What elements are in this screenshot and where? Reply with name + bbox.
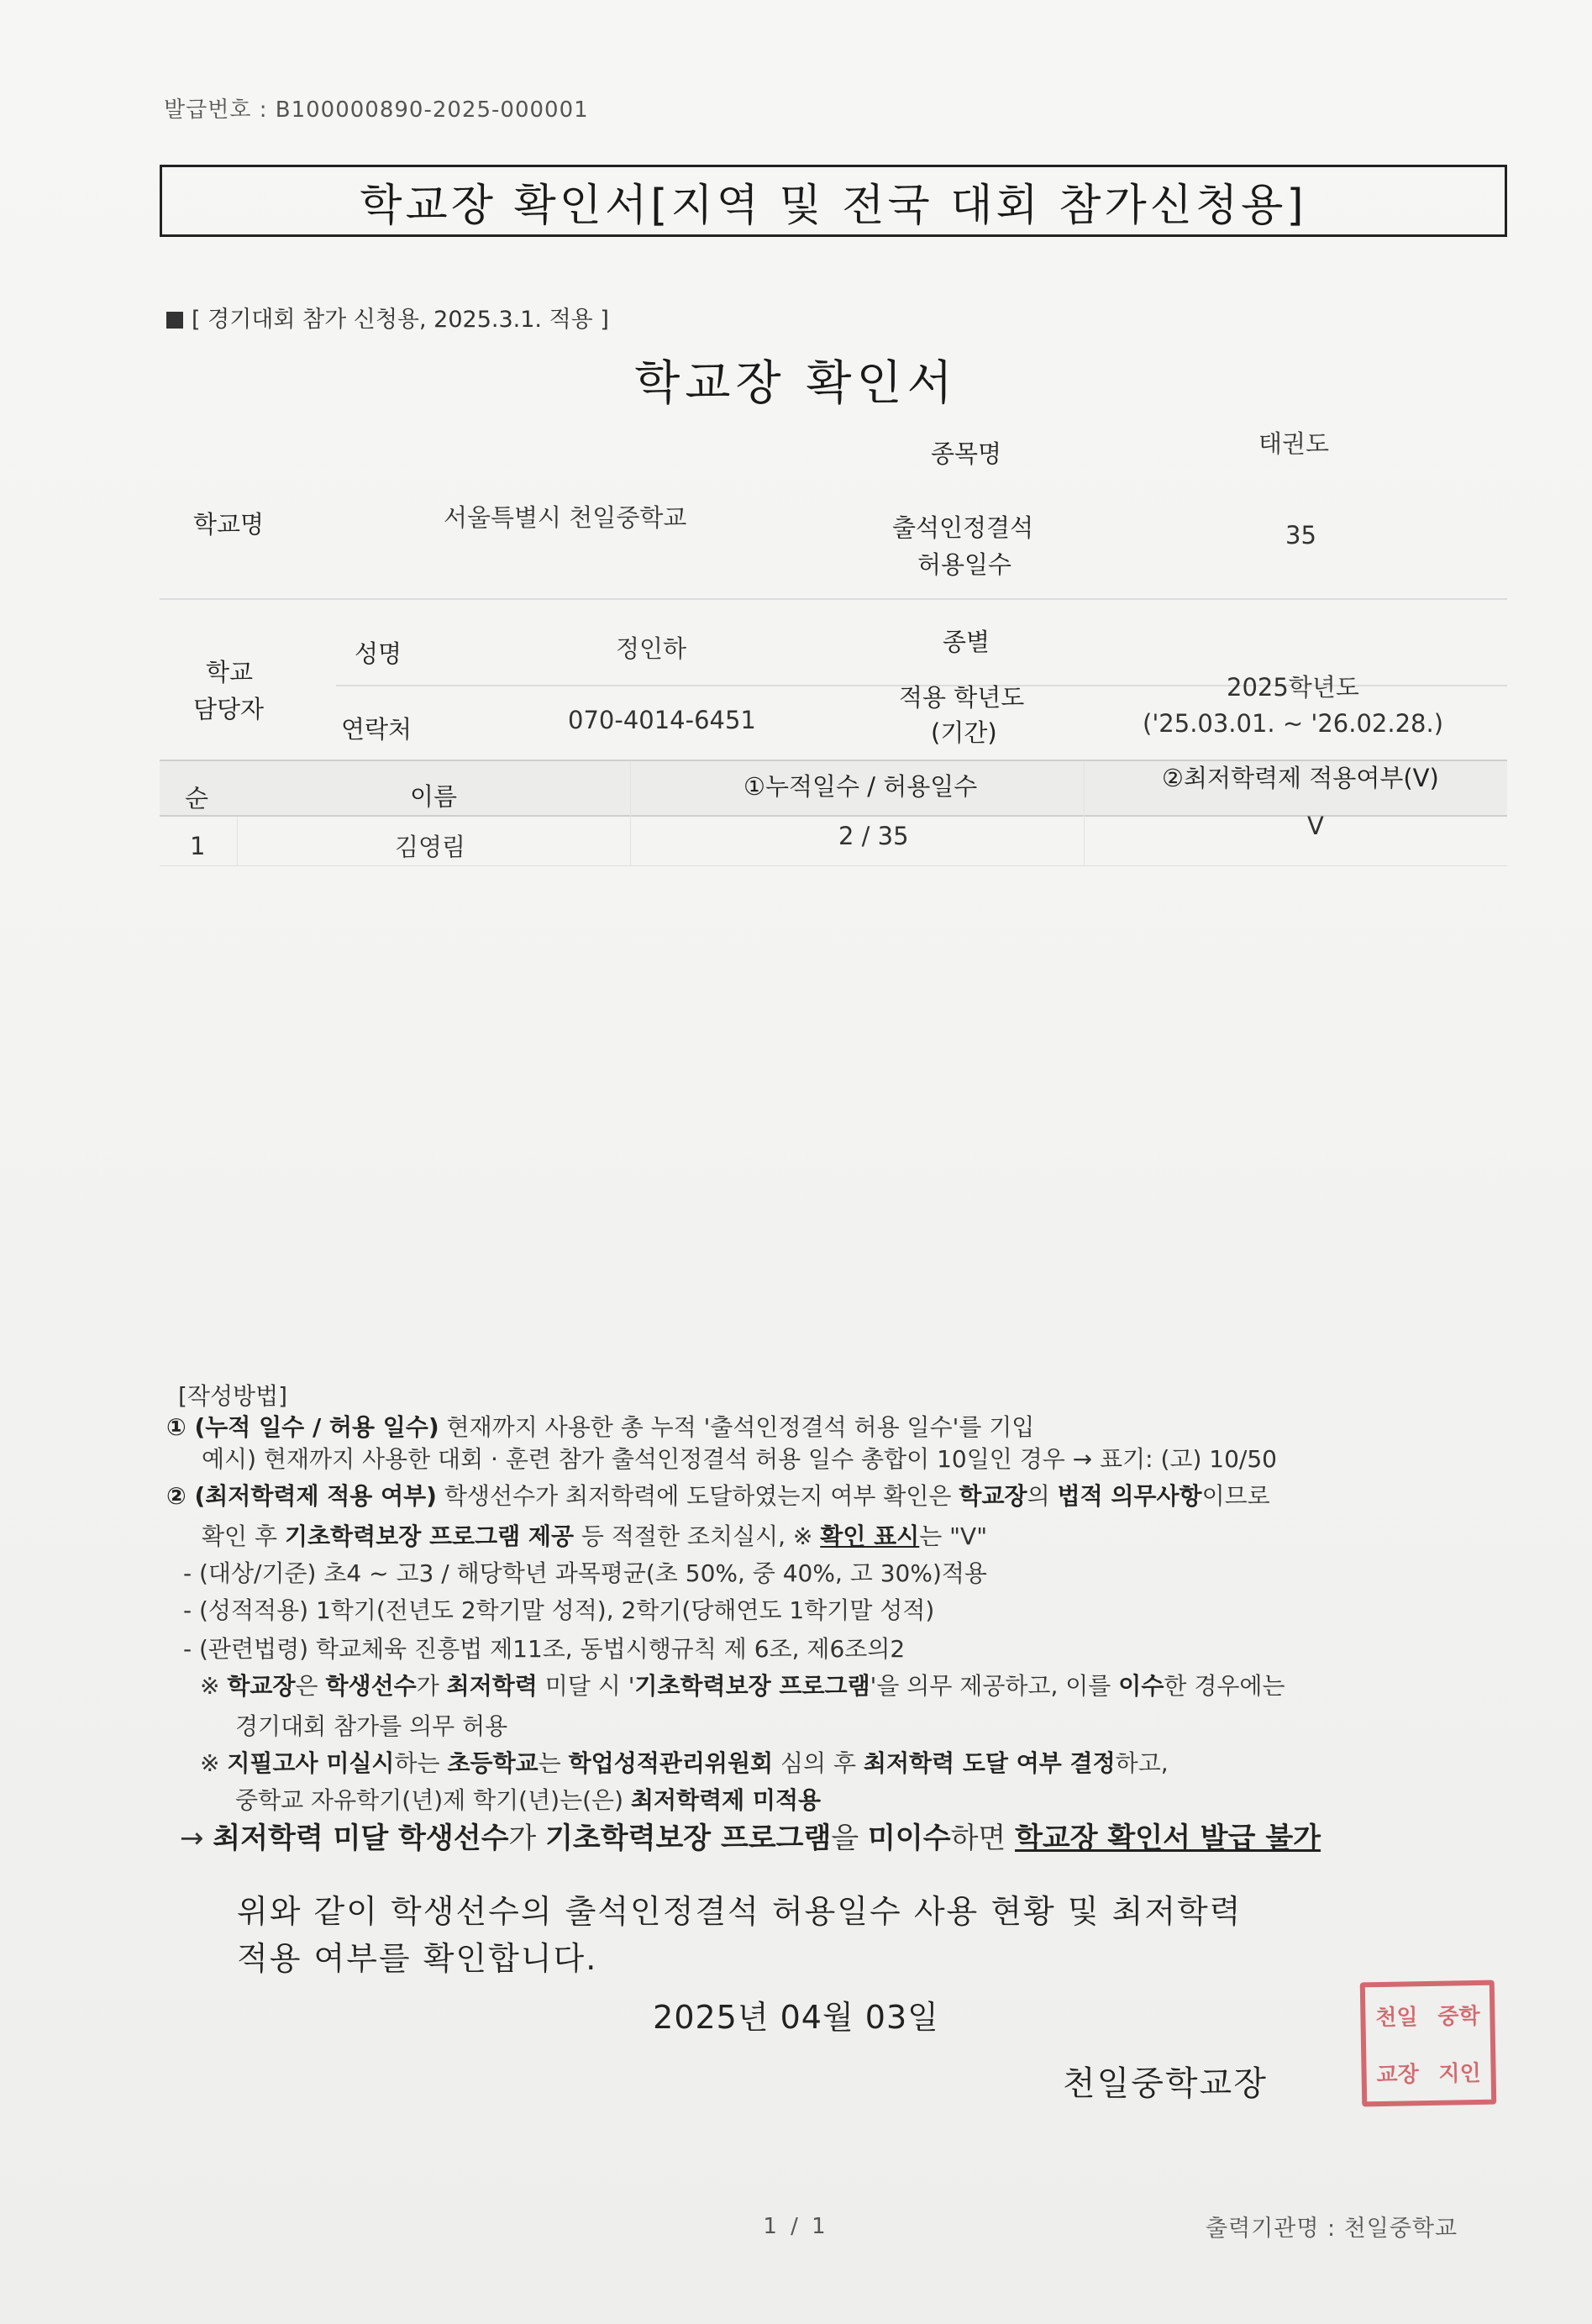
instruction-line: [166, 1482, 1270, 1511]
column-divider: [630, 761, 631, 865]
manager-label-1: 학교: [206, 658, 254, 686]
inst-text: 가: [508, 1822, 546, 1855]
inst-bold: 최저학력 미달 학생선수: [213, 1822, 509, 1855]
grade-label-1: 적용 학년도: [899, 683, 1025, 712]
inst-text: 미달 시 ': [537, 1672, 635, 1700]
official-seal-icon: [1360, 1980, 1497, 2107]
inst-text: 은: [295, 1672, 326, 1700]
inst-text: 이므로: [1201, 1482, 1270, 1510]
allowed-days-label-1: 출석인정결석: [892, 513, 1034, 542]
instruction-line: - (대상/기준) 초4 ~ 고3 / 해당학년 과목평균(초 50%, 중 40%, 고 30%)적용: [183, 1559, 987, 1587]
inst-text: 중학교 자유학기(년)제 학기(년)는(은): [235, 1786, 631, 1814]
inst-text: 하면: [950, 1822, 1016, 1855]
inst-bold: 미이수: [868, 1822, 951, 1855]
inst-bold: 학교장: [959, 1482, 1027, 1510]
inst-bold: 초등학교: [447, 1749, 539, 1777]
contact-value: 070-4014-6451: [568, 706, 756, 734]
inst-bold: 이수: [1118, 1672, 1164, 1700]
name-value: 정인하: [616, 634, 687, 663]
instruction-line: [200, 1749, 1169, 1778]
inst-bold: 학업성적관리위원회: [568, 1749, 774, 1777]
arrow-icon: →: [180, 1822, 213, 1855]
output-organization: 출력기관명 : 천일중학교: [1206, 2216, 1458, 2242]
inst-text: ※: [200, 1672, 228, 1700]
inst-bold: 법적 의무사항: [1057, 1482, 1202, 1510]
row-name: 김영림: [395, 833, 466, 861]
inst-text: 한 경우에는: [1164, 1672, 1285, 1700]
applied-note-text: [ 경기대회 참가 신청용, 2025.3.1. 적용 ]: [192, 307, 609, 333]
inst-bold: 학교장: [227, 1672, 296, 1700]
inst-text: '을 의무 제공하고, 이를: [870, 1672, 1119, 1700]
table-header-border: [160, 815, 1507, 817]
header-name: 이름: [410, 782, 458, 811]
instruction-line: 경기대회 참가를 의무 허용: [235, 1712, 508, 1740]
row-min-academic: V: [1307, 812, 1324, 840]
inst-bold: 최저학력: [446, 1672, 538, 1700]
allowed-days-value: 35: [1285, 521, 1316, 549]
inst-bold: 기초학력보장 프로그램: [634, 1672, 870, 1700]
seal-char: 교장: [1376, 2061, 1420, 2088]
row-days: 2 / 35: [838, 822, 909, 850]
inst-text: 학생선수가 최저학력에 도달하였는지 여부 확인은: [436, 1482, 959, 1510]
inst-bold: 학생선수: [325, 1672, 417, 1700]
document-title: 학교장 확인서[지역 및 전국 대회 참가신청용]: [360, 180, 1307, 231]
square-bullet-icon: [166, 312, 183, 329]
inst-text: 심의 후: [773, 1749, 864, 1777]
school-value: 서울특별시 천일중학교: [444, 503, 687, 532]
inst-bold: 기초학력보장 프로그램: [545, 1822, 832, 1855]
inst-underline: 학교장 확인서 발급 불가: [1015, 1822, 1321, 1855]
inst-text: 확인 후: [202, 1522, 285, 1550]
inst-text: 등 적절한 조치실시, ※: [574, 1522, 821, 1550]
sub-title: 학교장 확인서: [634, 356, 958, 411]
event-label: 종목명: [931, 439, 1002, 468]
header-min-academic: ②최저학력제 적용여부(V): [1162, 764, 1439, 792]
inst-bold: 최저학력 도달 여부 결정: [863, 1749, 1116, 1777]
inst-text: 의: [1027, 1482, 1058, 1510]
applied-note: [166, 301, 609, 334]
seal-char: 천일: [1375, 2004, 1418, 2031]
instruction-line: [235, 1786, 821, 1815]
inst-text: ※: [200, 1749, 228, 1777]
row-order: 1: [190, 832, 206, 860]
instruction-line: [202, 1522, 987, 1551]
inst-text: 가: [416, 1672, 447, 1700]
type-label: 종별: [943, 628, 990, 656]
inst-text: 는 "V": [919, 1522, 988, 1550]
confirm-line-1: 위와 같이 학생선수의 출석인정결석 허용일수 사용 현황 및 최저학력: [237, 1893, 1243, 1930]
inst-bold: ① (누적 일수 / 허용 일수): [166, 1413, 439, 1441]
issue-number: 발급번호 : B100000890-2025-000001: [164, 97, 589, 123]
seal-char: 중학: [1437, 2003, 1480, 2030]
seal-char: 지인: [1438, 2060, 1481, 2087]
school-label: 학교명: [193, 510, 265, 539]
instruction-line: [166, 1413, 1034, 1442]
issue-date: 2025년 04월 03일: [653, 1999, 939, 2036]
inst-bold: ② (최저학력제 적용 여부): [166, 1482, 437, 1510]
event-value: 태권도: [1258, 429, 1330, 458]
inst-text: 하는: [394, 1749, 448, 1777]
column-divider: [237, 817, 238, 865]
instruction-line: [200, 1672, 1285, 1701]
info-divider: [160, 598, 1507, 600]
column-divider: [1084, 761, 1085, 865]
instruction-line: - (성적적용) 1학기(전년도 2학기말 성적), 2학기(당해연도 1학기말 성적): [183, 1596, 935, 1624]
grade-value-1: 2025학년도: [1227, 673, 1359, 702]
instruction-line: - (관련법령) 학교체육 진흥법 제11조, 동법시행규칙 제 6조, 제6조의2: [183, 1635, 906, 1663]
contact-label: 연락처: [341, 715, 412, 744]
inst-text: 하고,: [1115, 1749, 1169, 1777]
principal-name: 천일중학교장: [1063, 2064, 1268, 2103]
inst-underline: 확인 표시: [820, 1522, 920, 1550]
instructions-heading: [작성방법]: [178, 1382, 288, 1410]
inst-text: 을: [831, 1822, 869, 1855]
page-number: 1 / 1: [763, 2214, 829, 2239]
inst-text: 현재까지 사용한 총 누적 '출석인정결석 허용 일수'를 기입: [439, 1413, 1035, 1441]
inst-bold: 기초학력보장 프로그램 제공: [284, 1522, 575, 1550]
document-title-box: [160, 165, 1507, 237]
instruction-line: [180, 1822, 1321, 1856]
header-order: 순: [185, 784, 209, 812]
manager-label-2: 담당자: [193, 695, 265, 723]
inst-text: 는: [538, 1749, 569, 1777]
grade-value-2: ('25.03.01. ~ '26.02.28.): [1143, 709, 1444, 738]
grade-label-2: (기간): [931, 718, 997, 747]
instruction-line: 예시) 현재까지 사용한 대회 · 훈련 참가 출석인정결석 허용 일수 총합이 10일인 경우 → 표기: (고) 10/50: [202, 1445, 1277, 1473]
table-bottom-border: [160, 865, 1507, 866]
confirm-line-2: 적용 여부를 확인합니다.: [237, 1940, 598, 1977]
inst-bold: 최저학력제 미적용: [630, 1786, 822, 1814]
allowed-days-label-2: 허용일수: [917, 550, 1012, 579]
inst-bold: 지필고사 미실시: [227, 1749, 395, 1777]
name-label: 성명: [355, 639, 402, 668]
header-days: ①누적일수 / 허용일수: [743, 772, 978, 801]
